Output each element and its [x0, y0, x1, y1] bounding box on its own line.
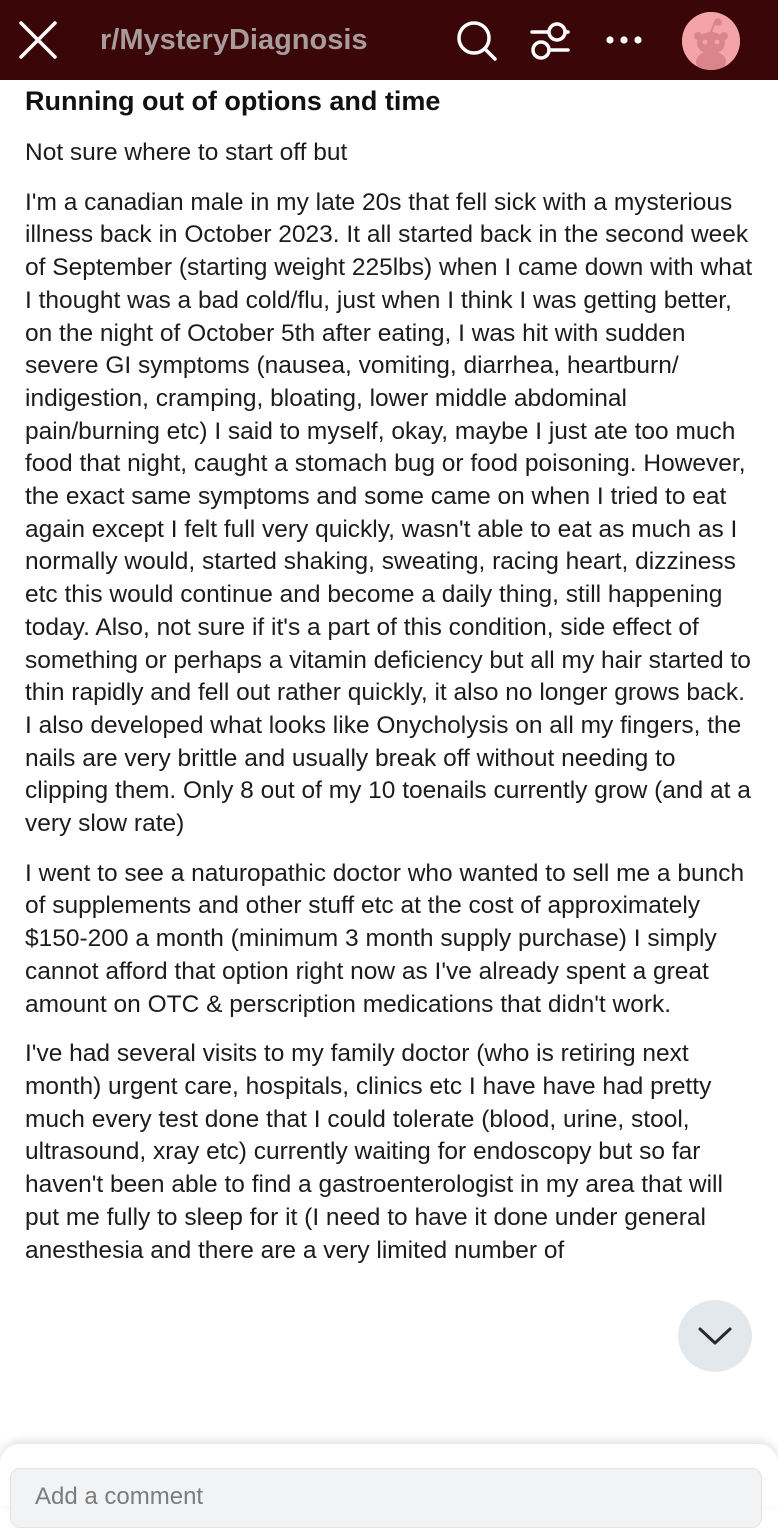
close-icon: [16, 18, 60, 62]
top-bar: [0, 0, 778, 80]
more-options-button[interactable]: [602, 18, 646, 62]
comment-bar: [0, 1444, 778, 1510]
scroll-down-button[interactable]: [678, 1300, 752, 1372]
post-title: Running out of options and time: [25, 86, 441, 116]
filter-button[interactable]: [528, 18, 572, 62]
post-paragraph: I've had several visits to my family doctor (who is retiring next month) urgent care, hospitals, clinics etc I have have had pretty much every test done that I could tolerate (blood, urine, stool, ultrasound, xray etc) currently waiting for endoscopy but so far haven't been able to find a gastroenterologist in my area that will put me fully to sleep for it (I need to have it done under general anesthesia and there are a very limited number of: [25, 1040, 723, 1264]
subreddit-name[interactable]: r/MysteryDiagnosis: [100, 24, 368, 56]
comment-input[interactable]: Add a comment: [10, 1468, 762, 1528]
more-icon: [602, 18, 646, 62]
avatar[interactable]: [682, 12, 740, 70]
search-icon: [454, 18, 498, 62]
post-paragraph: I'm a canadian male in my late 20s that fell sick with a mysterious illness back in October 2023. It all started back in the second week of September (starting weight 225lbs) when I came down with what I thought was a bad cold/flu, just when I think I was getting better, on the night of October 5th after eating, I was hit with sudden severe GI symptoms (nausea, vomiting, diarrhea, heartburn/ indigestion, cramping, bloating, lower middle abdominal pain/burning etc) I said to myself, okay, maybe I just ate too much food that night, caught a stomach bug or food poisoning. However, the exact same symptoms and some came on when I tried to eat again except I felt full very quickly, wasn't able to eat as much as I normally would, started shaking, sweating, racing heart, dizziness etc this would continue and become a daily thing, still happening today. Also, not sure if it's a part of this condition, side effect of something or perhaps a vitamin deficiency but all my hair started to thin rapidly and fell out rather quickly, it also no longer grows back. I also developed what looks like Onycholysis on all my fingers, the nails are very brittle and usually break off without needing to clipping them. Only 8 out of my 10 toenails currently grow (and at a very slow rate): [25, 188, 753, 838]
post-paragraph: Not sure where to start off but: [25, 139, 348, 166]
chevron-down-icon: [678, 1300, 752, 1372]
post-body: [25, 80, 755, 1267]
avatar-icon: [682, 12, 740, 70]
post-paragraph: I went to see a naturopathic doctor who wanted to sell me a bunch of supplements and other stuff etc at the cost of approximately $150-200 a month (minimum 3 month supply purchase) I simply cannot afford that option right now as I've already spent a great amount on OTC & perscription medications that didn't work.: [25, 859, 745, 1018]
search-button[interactable]: [454, 18, 498, 62]
filter-icon: [528, 18, 572, 62]
close-button[interactable]: [16, 18, 60, 62]
